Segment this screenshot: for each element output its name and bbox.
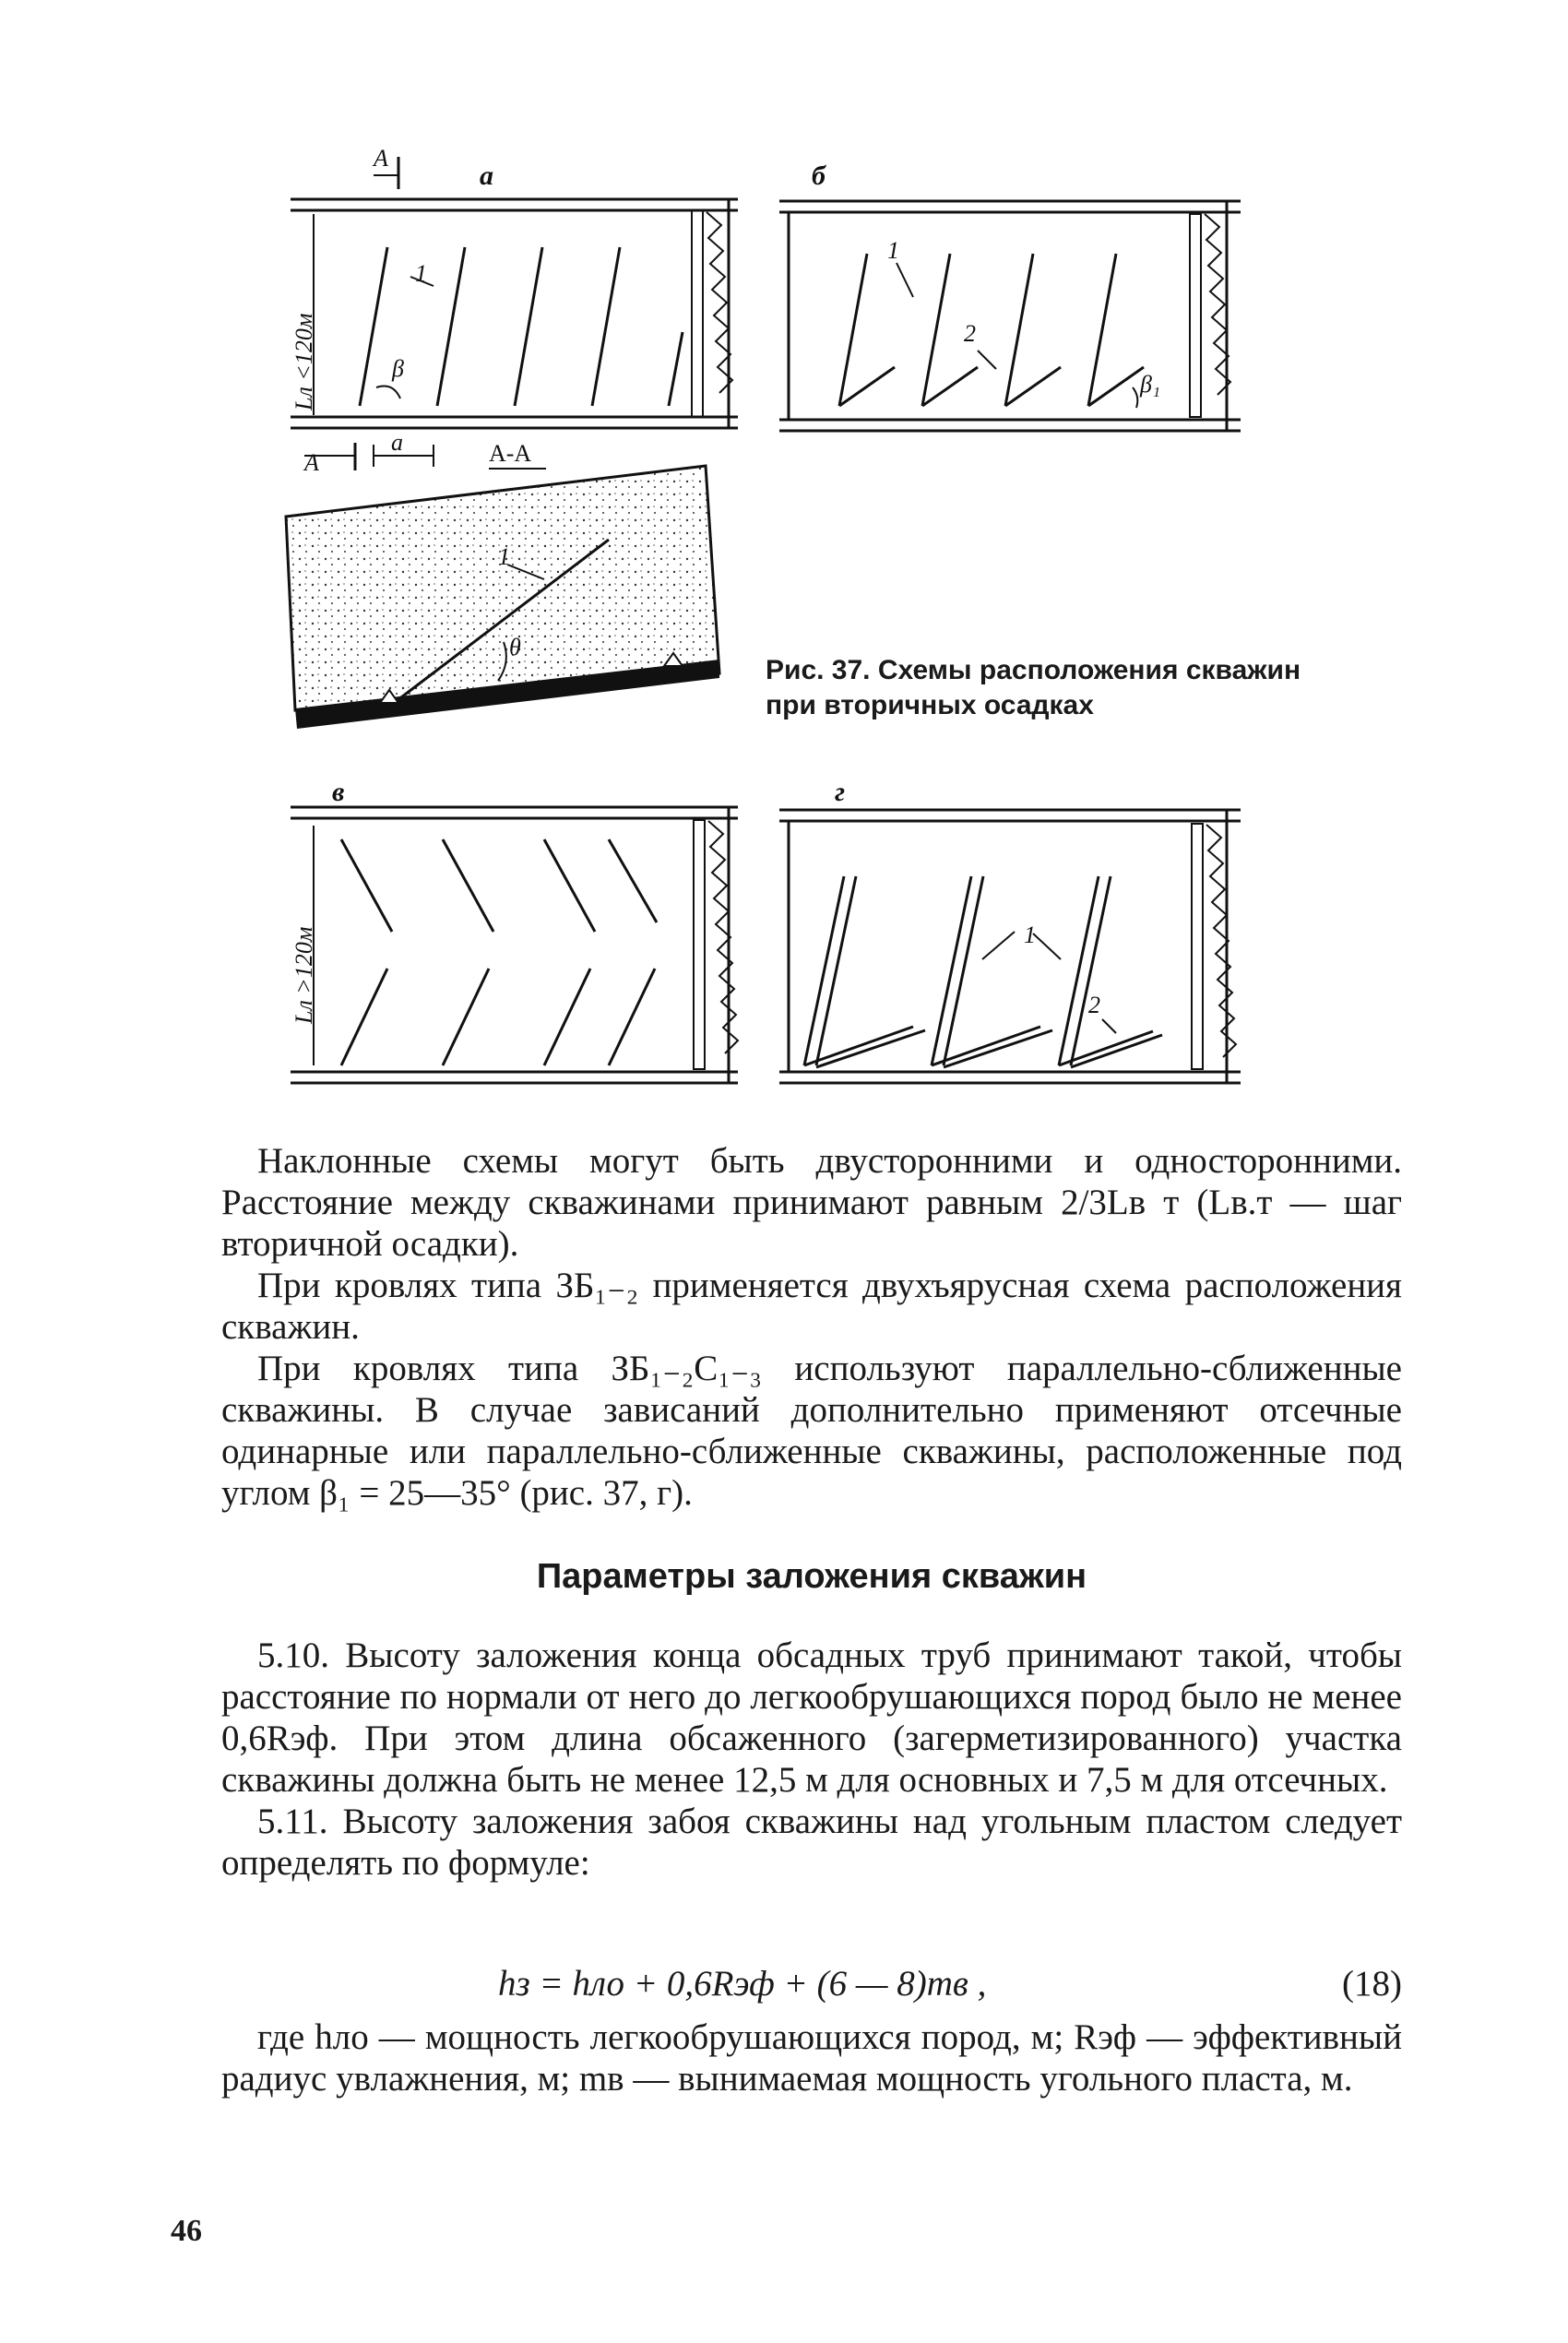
panel-g	[779, 810, 1241, 1083]
label-a: а	[480, 161, 493, 191]
label-g: г	[835, 777, 846, 807]
label-spacing-a: a	[391, 429, 403, 456]
label-1-panel-g: 1	[1024, 922, 1036, 948]
label-1-section: 1	[498, 543, 510, 570]
paragraph-5-11: 5.11. Высоту заложения забоя скважины над угольным пластом следует определять по формуле:	[221, 1802, 1402, 1883]
label-b: б	[812, 161, 826, 191]
label-length-gt: Lл >120м	[291, 926, 317, 1024]
body-text-middle	[221, 1635, 1402, 1884]
label-section-A-top: A	[374, 145, 388, 172]
body-text-bottom	[221, 2016, 1402, 2099]
label-2-panel-b: 2	[964, 320, 976, 347]
formula-number: (18)	[1342, 1964, 1402, 2004]
panel-b	[779, 201, 1241, 431]
label-v: в	[332, 777, 345, 807]
body-text-top	[221, 1140, 1402, 1514]
paragraph-2: При кровлях типа ЗБ₁₋₂ применяется двухъярусная схема расположения скважин.	[221, 1266, 1402, 1347]
paragraph-1: Наклонные схемы могут быть двусторонними и односторонними. Расстояние между скважинами принимают равным 2/3Lв т (Lв.т — шаг вторичной осадки).	[221, 1141, 1402, 1264]
panel-a	[291, 157, 738, 470]
formula-18	[221, 1963, 1402, 2009]
label-beta1: β₁	[1140, 371, 1160, 398]
label-length-lt: Lл <120м	[291, 313, 317, 410]
formula-expression: hз = hло + 0,6Rэф + (6 — 8)mв ,	[498, 1964, 987, 2004]
page-number: 46	[171, 2214, 202, 2248]
cross-section-AA	[286, 466, 719, 729]
paragraph-where: где hло — мощность легкообрушающихся пород, м; Rэф — эффективный радиус увлажнения, м; mв — вынимаемая мощность угольного пласта, м.	[221, 2017, 1402, 2099]
label-beta: β	[392, 355, 404, 382]
label-1-panel-a: 1	[415, 260, 427, 287]
paragraph-3: При кровлях типа ЗБ₁₋₂С₁₋₃ используют параллельно-сближенные скважины. В случае зависаний дополнительно применяют отсечные одинарные или параллельно-сближенные скважины, расположенные под углом β₁ = 25—35° (рис. 37, г).	[221, 1349, 1402, 1513]
panel-v	[291, 807, 738, 1083]
label-1-panel-b: 1	[887, 237, 899, 264]
label-2-panel-g: 2	[1088, 992, 1100, 1018]
label-theta: θ	[509, 634, 521, 660]
label-section-AA: A-A	[489, 440, 532, 467]
figure-37	[0, 0, 1568, 1125]
paragraph-5-10: 5.10. Высоту заложения конца обсадных труб принимают такой, чтобы расстояние по нормали от него до легкообрушающихся пород было не менее 0,6Rэф. При этом длина обсаженного (загерметизированного) участка скважины должна быть не менее 12,5 м для основных и 7,5 м для отсечных.	[221, 1635, 1402, 1800]
label-section-A-bottom: A	[304, 449, 319, 476]
section-heading: Параметры заложения скважин	[536, 1557, 1087, 1596]
figure-caption: Рис. 37. Схемы расположения скважин при вторичных осадках	[766, 655, 1301, 720]
